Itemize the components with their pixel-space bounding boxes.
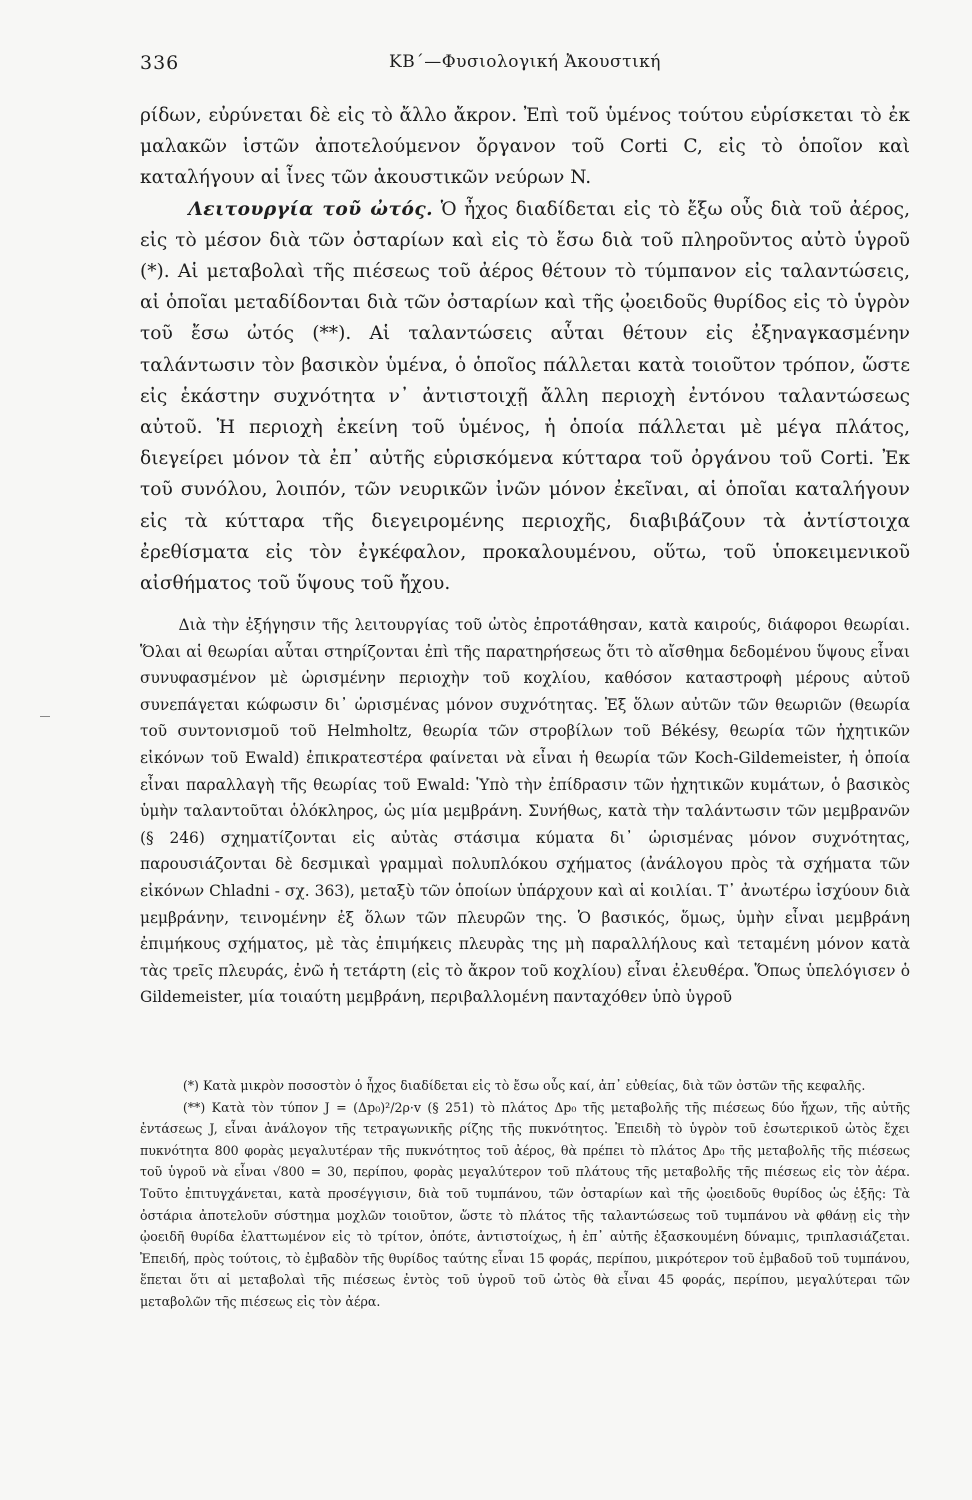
section-heading: Λειτουργία τοῦ ὠτός. bbox=[188, 198, 434, 220]
footnote-1: (*) Κατὰ μικρὸν ποσοστὸν ὁ ἦχος διαδίδεται εἰς τὸ ἔσω οὖς καί, ἀπ᾿ εὐθείας, διὰ τῶν ὀστῶν τῆς κεφαλῆς. bbox=[182, 1078, 866, 1093]
running-title: ΚΒ΄—Φυσιολογική Ἀκουστική bbox=[389, 52, 661, 72]
paragraph-ear-function-text: Ὁ ἦχος διαδίδεται εἰς τὸ ἔξω οὖς διὰ τοῦ ἀέρος, εἰς τὸ μέσον διὰ τῶν ὀσταρίων καὶ εἰς τὸ ἔσω διὰ τοῦ πληροῦντος αὐτὸ ὑγροῦ (*). Αἱ μεταβολαὶ τῆς πιέσεως τοῦ ἀέρος θέτουν τὸ τύμπανον εἰς ταλαντώσεις, αἱ ὁποῖαι μεταδίδονται διὰ τῶν ὀσταρίων καὶ τῆς ᾠοειδοῦς θυρίδος εἰς τὸ ὑγρὸν τοῦ ἔσω ὠτός (**). Αἱ ταλαντώσεις αὗται θέτουν εἰς ἐξηναγκασμένην ταλάντωσιν τὸν βασικὸν ὑμένα, ὁ ὁποῖος πάλλεται κατὰ τοιοῦτον τρόπον, ὥστε εἰς ἑκάστην συχνότητα ν᾿ ἀντιστοιχῇ ἄλλη περιοχὴ ἐντόνου ταλαντώσεως αὐτοῦ. Ἡ περιοχὴ ἐκείνη τοῦ ὑμένος, ἡ ὁποία πάλλεται μὲ μέγα πλάτος, διεγείρει μόνον τὰ ἐπ᾿ αὐτῆς εὑρισκόμενα κύτταρα τοῦ ὀργάνου τοῦ Corti. Ἐκ τοῦ συνόλου, λοιπόν, τῶν νευρικῶν ἰνῶν μόνον ἐκεῖναι, αἱ ὁποῖαι καταλήγουν εἰς τὰ κύτταρα τῆς διεγειρομένης περιοχῆς, διαβιβάζουν τὰ ἀντίστοιχα ἐρεθίσματα εἰς τὸν ἐγκέφαλον, προκαλουμένου, οὕτω, τοῦ ὑποκειμενικοῦ αἰσθήματος τοῦ ὕψους τοῦ ἤχου. bbox=[140, 198, 910, 595]
page-header bbox=[140, 52, 910, 82]
small-print-section bbox=[140, 612, 910, 1011]
footnotes bbox=[140, 1075, 910, 1313]
main-text bbox=[140, 100, 910, 599]
paragraph-ear-function bbox=[140, 194, 910, 600]
paragraph-corti-organ: ρίδων, εὐρύνεται δὲ εἰς τὸ ἄλλο ἄκρον. Ἐπὶ τοῦ ὑμένος τούτου εὑρίσκεται τὸ ἐκ μαλακῶν ἱστῶν ἀποτελούμενον ὄργανον τοῦ Corti C, εἰς τὸ ὁποῖον καὶ καταλήγουν αἱ ἶνες τῶν ἀκουστικῶν νεύρων N. bbox=[140, 105, 910, 189]
paragraph-theories: Διὰ τὴν ἐξήγησιν τῆς λειτουργίας τοῦ ὠτὸς ἐπροτάθησαν, κατὰ καιρούς, διάφοροι θεωρίαι. Ὅλαι αἱ θεωρίαι αὗται στηρίζονται ἐπὶ τῆς παρατηρήσεως ὅτι τὸ αἴσθημα δεδομένου ὕψους εἶναι συνυφασμένον μὲ ὡρισμένην περιοχὴν τοῦ κοχλίου, καθόσον καταστροφὴ μέρους αὐτοῦ συνεπάγεται κώφωσιν δι᾿ ὡρισμένας μόνον συχνότητας. Ἐξ ὅλων αὐτῶν τῶν θεωριῶν (θεωρία τοῦ συντονισμοῦ τοῦ Helmholtz, θεωρία τῶν στροβίλων τοῦ Békésy, θεωρία τῶν ἠχητικῶν εἰκόνων τοῦ Ewald) ἐπικρατεστέρα φαίνεται νὰ εἶναι ἡ θεωρία τῶν Koch-Gildemeister, ἡ ὁποία εἶναι παραλλαγὴ τῆς θεωρίας τοῦ Ewald: Ὑπὸ τὴν ἐπίδρασιν τῶν ἠχητικῶν κυμάτων, ὁ βασικὸς ὑμὴν ταλαντοῦται ὁλόκληρος, ὡς μία μεμβράνη. Συνήθως, κατὰ τὴν ταλάντωσιν τῶν μεμβρανῶν (§ 246) σχηματίζονται εἰς αὐτὰς στάσιμα κύματα δι᾿ ὡρισμένας μόνον συχνότητας, παρουσιάζονται δὲ δεσμικαὶ γραμμαὶ πολυπλόκου σχήματος (ἀνάλογου πρὸς τὰ σχήματα τῶν εἰκόνων Chladni - σχ. 363), μεταξὺ τῶν ὁποίων ὑπάρχουν καὶ αἱ κοιλίαι. Τ᾿ ἀνωτέρω ἰσχύουν διὰ μεμβράνην, τεινομένην ἐξ ὅλων τῶν πλευρῶν της. Ὁ βασικός, ὅμως, ὑμὴν εἶναι μεμβράνη ἐπιμήκους σχήματος, μὲ τὰς ἐπιμήκεις πλευρὰς της μὴ παραλλήλους καὶ τεταμένη μόνον κατὰ τὰς τρεῖς πλευράς, ἐνῶ ἡ τετάρτη (εἰς τὸ ἄκρον τοῦ κοχλίου) εἶναι ἐλευθέρα. Ὅπως ὑπελόγισεν ὁ Gildemeister, μία τοιαύτη μεμβράνη, περιβαλλομένη πανταχόθεν ὑπὸ ὑγροῦ bbox=[140, 616, 910, 1007]
margin-mark bbox=[40, 716, 50, 717]
footnote-2: (**) Κατὰ τὸν τύπον J = (Δp₀)²/2ρ·v (§ 251) τὸ πλάτος Δp₀ τῆς μεταβολῆς τῆς πιέσεως δύο ἤχων, τῆς αὐτῆς ἐντάσεως J, εἶναι ἀνάλογον τῆς τετραγωνικῆς ρίζης τῆς πυκνότητος. Ἐπειδὴ τὸ ὑγρὸν τοῦ ἐσωτερικοῦ ὠτὸς ἔχει πυκνότητα 800 φορὰς μεγαλυτέραν τῆς πυκνότητος τοῦ ἀέρος, θὰ πρέπει τὸ πλάτος Δp₀ τῆς μεταβολῆς τῆς πιέσεως τοῦ ὑγροῦ νὰ εἶναι √800 = 30, περίπου, φορὰς μεγαλύτερον τοῦ πλάτους τῆς μεταβολῆς τῆς πιέσεως εἰς τὸν ἀέρα. Τοῦτο ἐπιτυγχάνεται, κατὰ προσέγγισιν, διὰ τοῦ τυμπάνου, τῶν ὀσταρίων καὶ τῆς ᾠοειδοῦς θυρίδος ὡς ἑξῆς: Τὰ ὀστάρια ἀποτελοῦν σύστημα μοχλῶν τοιοῦτον, ὥστε τὸ πλάτος τῆς ταλαντώσεως τοῦ τυμπάνου νὰ φθάνῃ εἰς τὴν ᾠοειδῆ θυρίδα ἐλαττωμένον εἰς τὸ τρίτον, ὁπότε, ἀντιστοίχως, ἡ ἐπ᾿ αὐτῆς ἐξασκουμένη δύναμις, τριπλασιάζεται. Ἐπειδή, πρὸς τούτοις, τὸ ἐμβαδὸν τῆς θυρίδος ταύτης εἶναι 15 φοράς, περίπου, μικρότερον τοῦ ἐμβαδοῦ τοῦ τυμπάνου, ἕπεται ὅτι αἱ μεταβολαὶ τῆς πιέσεως ἐντὸς τοῦ ὑγροῦ τοῦ ὠτὸς θὰ εἶναι 45 φοράς, περίπου, μεγαλύτεραι τῶν μεταβολῶν τῆς πιέσεως εἰς τὸν ἀέρα. bbox=[140, 1099, 910, 1309]
page-number: 336 bbox=[140, 52, 180, 74]
